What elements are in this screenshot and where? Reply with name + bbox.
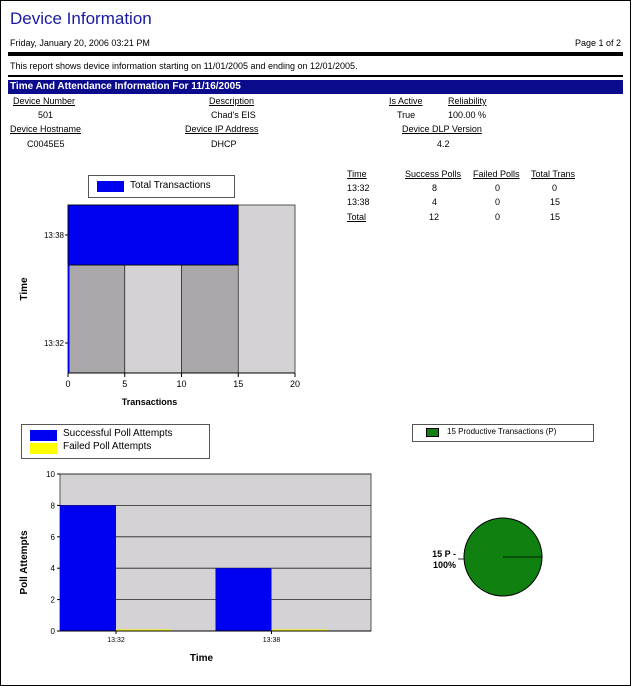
y-axis-title: Poll Attempts (19, 530, 30, 595)
pie-label: 15 P - (432, 549, 456, 559)
reliability-value: 100.00 % (448, 110, 487, 120)
table-header-success: Success Polls (405, 169, 462, 179)
is-active-label: Is Active (389, 96, 423, 106)
x-tick-label: 20 (289, 379, 301, 389)
report-description: This report shows device information starting on 11/01/2005 and ending on 12/01/2005. (10, 61, 358, 71)
table-cell: 0 (495, 197, 501, 207)
pie-label: 100% (432, 560, 456, 570)
x-tick-label: 13:38 (262, 637, 281, 644)
page-number: Page 1 of 2 (574, 38, 621, 48)
table-cell: 0 (495, 212, 501, 222)
table-cell: 15 (550, 197, 561, 207)
header-rule (8, 52, 623, 56)
device-number-label: Device Number (13, 96, 76, 106)
legend-swatch-green (426, 428, 439, 437)
device-number: 501 (38, 110, 54, 120)
legend-label: 15 Productive Transactions (P) (447, 427, 557, 436)
poll-attempts-chart (1, 463, 381, 673)
y-tick-label: 13:32 (43, 339, 64, 348)
device-ip: DHCP (211, 139, 237, 149)
y-tick-label: 0 (50, 627, 55, 636)
table-cell: 15 (550, 212, 561, 222)
is-active-value: True (397, 110, 416, 120)
legend-label: Failed Poll Attempts (63, 441, 152, 452)
table-cell: 0 (495, 183, 501, 193)
x-tick-label: 10 (176, 379, 187, 389)
table-cell: 12 (429, 212, 440, 222)
table-cell: 0 (552, 183, 558, 193)
y-tick-label: 10 (46, 470, 55, 479)
table-header-time: Time (347, 169, 367, 179)
reliability-label: Reliability (448, 96, 487, 106)
page-title: Device Information (10, 9, 152, 28)
section-title: Time And Attendance Information For 11/16/2005 (8, 80, 623, 94)
transactions-legend (88, 175, 235, 198)
y-tick-label: 4 (50, 564, 55, 574)
x-tick-label: 13:32 (107, 637, 125, 644)
x-axis-title: Time (189, 653, 214, 664)
bar (68, 205, 238, 265)
section-rule (8, 75, 623, 77)
table-cell: 13:38 (347, 197, 370, 207)
bar (68, 265, 70, 373)
plot-band (125, 265, 182, 373)
legend-swatch-blue (30, 430, 57, 441)
device-dlp-label: Device DLP Version (402, 124, 482, 134)
y-tick-label: 13:38 (43, 231, 64, 240)
device-ip-label: Device IP Address (185, 124, 259, 134)
y-axis-title: Time (19, 277, 30, 301)
x-tick-label: 0 (65, 379, 71, 389)
y-tick-label: 8 (50, 501, 55, 511)
legend-label: Successful Poll Attempts (63, 428, 173, 439)
table-header-total: Total Trans (531, 169, 576, 179)
pie-chart (401, 506, 561, 616)
table-header-failed: Failed Polls (473, 169, 520, 179)
poll-attempts-legend (21, 424, 210, 459)
table-cell: 13:32 (347, 183, 370, 193)
plot-band (182, 265, 239, 373)
legend-label: Total Transactions (130, 180, 211, 191)
y-tick-label: 2 (50, 595, 55, 605)
device-hostname-label: Device Hostname (10, 124, 82, 134)
pie-legend (412, 424, 594, 442)
legend-swatch-blue (97, 181, 124, 192)
report-datetime: Friday, January 20, 2006 03:21 PM (10, 38, 150, 48)
table-cell: 4 (432, 197, 438, 207)
description-value: Chad's EIS (211, 110, 256, 120)
legend-swatch-yellow (30, 443, 57, 454)
description-label: Description (209, 96, 255, 106)
table-cell: 8 (432, 183, 438, 193)
device-hostname: C0045E5 (27, 139, 65, 149)
plot-band (68, 265, 125, 373)
bar (216, 568, 272, 631)
transactions-chart (1, 197, 321, 413)
x-tick-label: 5 (122, 379, 128, 389)
table-total-label: Total (347, 212, 367, 222)
x-axis-title: Transactions (121, 397, 178, 407)
device-dlp: 4.2 (437, 139, 450, 149)
y-tick-label: 6 (50, 532, 55, 542)
bar (60, 505, 116, 631)
x-tick-label: 15 (233, 379, 244, 389)
